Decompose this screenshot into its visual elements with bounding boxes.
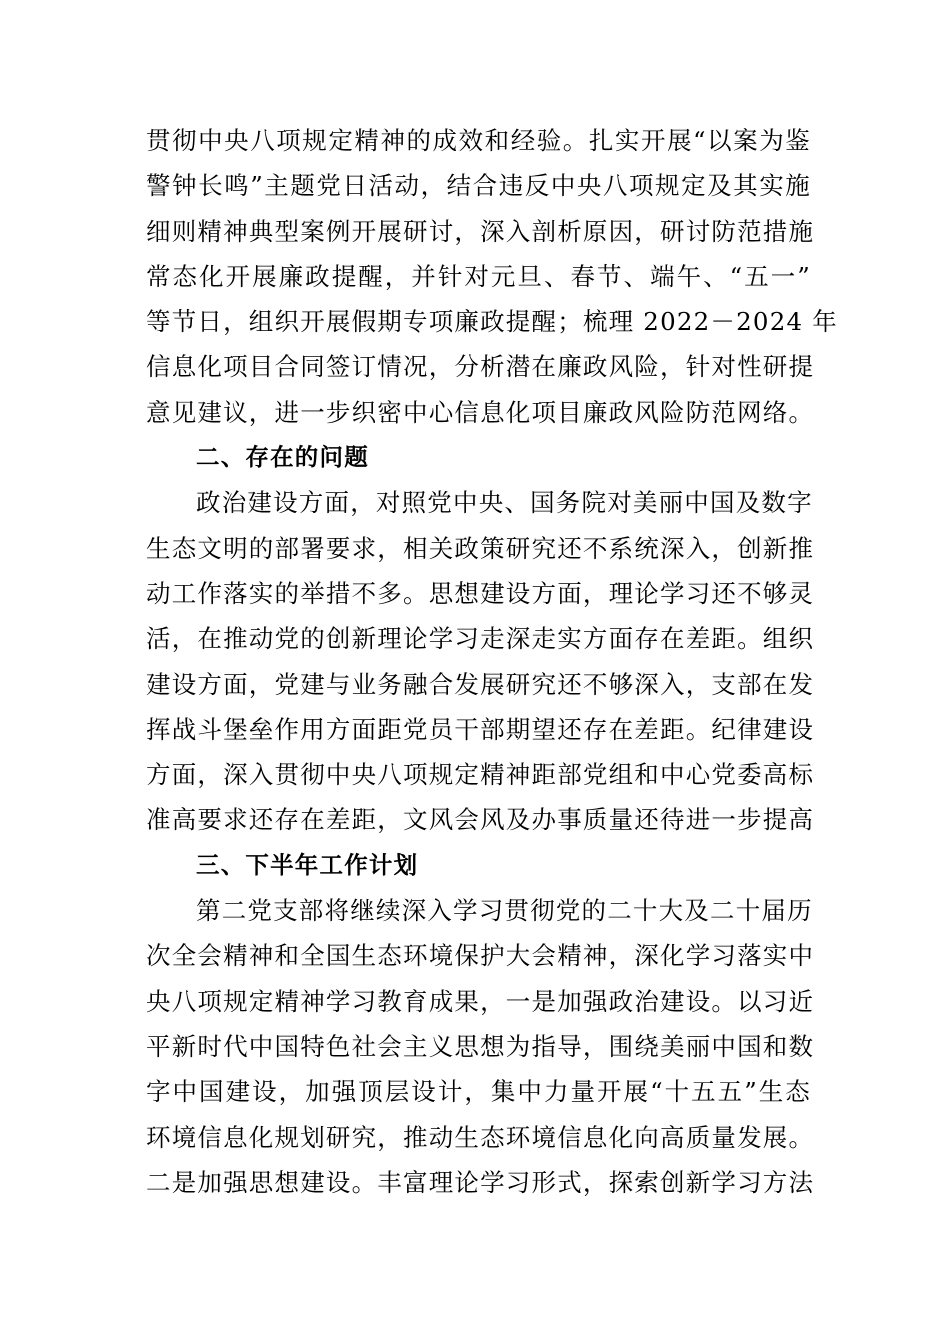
- text-line: 方面，深入贯彻中央八项规定精神距部党组和中心党委高标: [146, 760, 815, 790]
- text-line: 贯彻中央八项规定精神的成效和经验。扎实开展“以案为鉴: [146, 126, 811, 155]
- text-line: 平新时代中国特色社会主义思想为指导，围绕美丽中国和数: [146, 1031, 815, 1061]
- text-line: 信息化项目合同签订情况，分析潜在廉政风险，针对性研提: [146, 352, 815, 382]
- text-line: 意见建议，进一步织密中心信息化项目廉政风险防范网络。: [146, 397, 815, 427]
- text-line: 环境信息化规划研究，推动生态环境信息化向高质量发展。: [146, 1122, 815, 1152]
- text-line: 准高要求还存在差距，文风会风及办事质量还待进一步提高: [146, 805, 815, 835]
- text-line: 字中国建设，加强顶层设计，集中力量开展“十五五”生态: [146, 1077, 811, 1107]
- text-line: 生态文明的部署要求，相关政策研究还不系统深入，创新推: [146, 533, 815, 563]
- text-line: 挥战斗堡垒作用方面距党员干部期望还存在差距。纪律建设: [146, 714, 815, 744]
- text-line: 活，在推动党的创新理论学习走深走实方面存在差距。组织: [146, 624, 815, 654]
- text-line: 警钟长鸣”主题党日活动，结合违反中央八项规定及其实施: [146, 171, 811, 201]
- document-body: [146, 118, 838, 1205]
- section-heading-problems: 二、存在的问题: [196, 443, 369, 472]
- section-heading-plan: 三、下半年工作计划: [196, 850, 419, 879]
- text-line: 第二党支部将继续深入学习贯彻党的二十大及二十届历: [196, 896, 813, 926]
- text-line: 常态化开展廉政提醒，并针对元旦、春节、端午、“五一”: [146, 261, 811, 291]
- text-line: 次全会精神和全国生态环境保护大会精神，深化学习落实中: [146, 941, 815, 971]
- text-line: 政治建设方面，对照党中央、国务院对美丽中国及数字: [196, 488, 813, 518]
- text-line: 二是加强思想建设。丰富理论学习形式，探索创新学习方法: [146, 1167, 815, 1197]
- text-line: 细则精神典型案例开展研讨，深入剖析原因，研讨防范措施: [146, 216, 815, 246]
- text-line: 建设方面，党建与业务融合发展研究还不够深入，支部在发: [146, 669, 815, 699]
- text-line: 动工作落实的举措不多。思想建设方面，理论学习还不够灵: [146, 578, 815, 608]
- text-line: 央八项规定精神学习教育成果，一是加强政治建设。以习近: [146, 986, 815, 1016]
- text-line: 等节日，组织开展假期专项廉政提醒；梳理 2022－2024 年: [146, 307, 838, 337]
